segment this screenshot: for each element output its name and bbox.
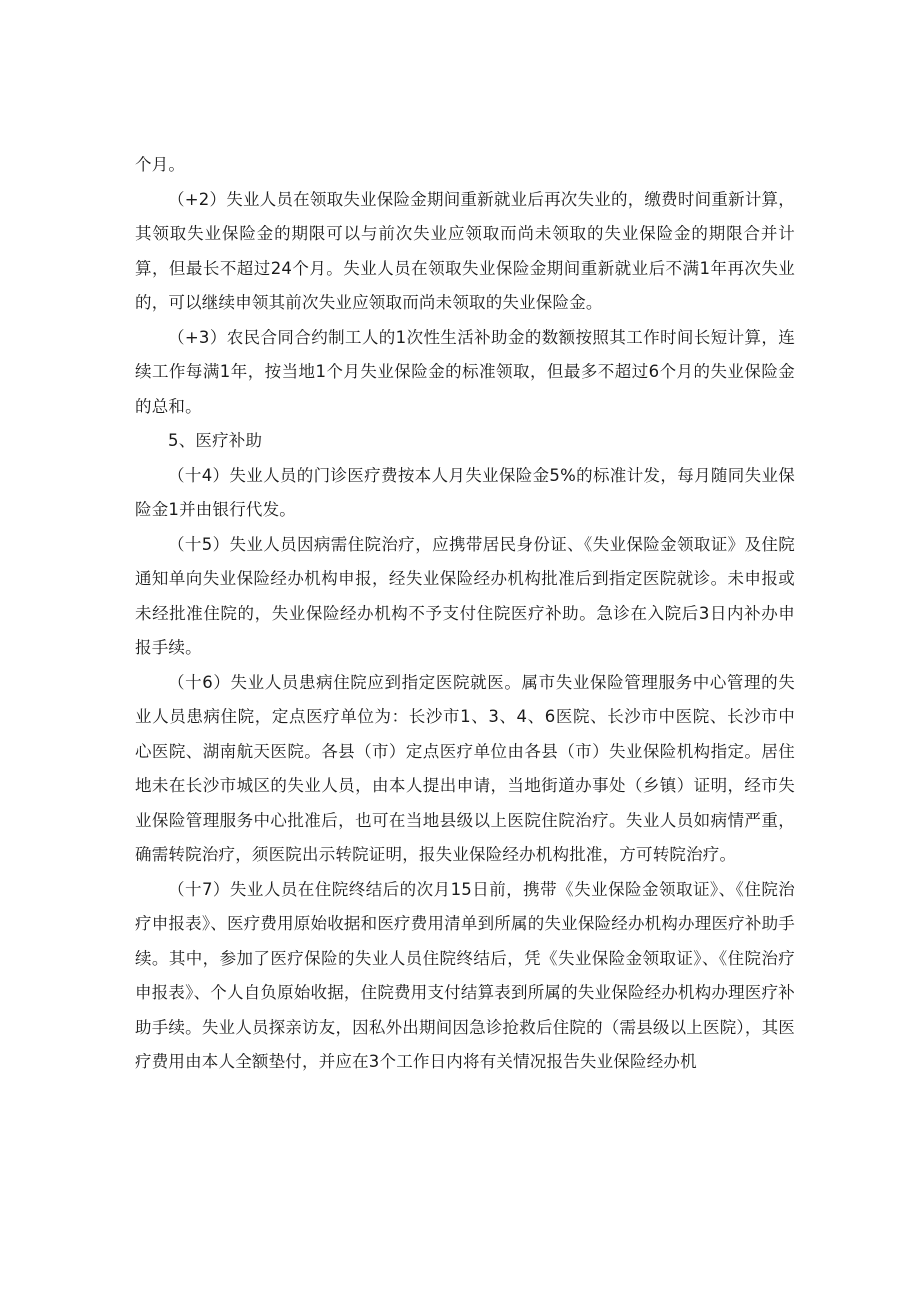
paragraph-item-plus3: （+3）农民合同合约制工人的1次性生活补助金的数额按照其工作时间长短计算，连续工作每满1年，按当地1个月失业保险金的标准领取，但最多不超过6个月的失业保险金的总和。 [135,327,795,416]
paragraph-item-14: （十4）失业人员的门诊医疗费按本人月失业保险金5%的标准计发，每月随同失业保险金1并由银行代发。 [135,465,795,519]
section-heading-medical-subsidy: 5、医疗补助 [168,431,263,450]
paragraph-item-16: （十6）失业人员患病住院应到指定医院就医。属市失业保险管理服务中心管理的失业人员患病住院，定点医疗单位为：长沙市1、3、4、6医院、长沙市中医院、长沙市中心医院、湖南航天医院。各县（市）定点医疗单位由各县（市）失业保险机构指定。居住地未在长沙市城区的失业人员，由本人提出申请，当地街道办事处（乡镇）证明，经市失业保险管理服务中心批准后，也可在当地县级以上医院住院治疗。失业人员如病情严重，确需转院治疗，须医院出示转院证明，报失业保险经办机构批准，方可转院治疗。 [135,672,795,864]
paragraph-continuation: 个月。 [135,155,186,174]
document-body [135,148,795,1080]
paragraph-item-plus2: （+2）失业人员在领取失业保险金期间重新就业后再次失业的，缴费时间重新计算，其领取失业保险金的期限可以与前次失业应领取而尚未领取的失业保险金的期限合并计算，但最长不超过24个月。失业人员在领取失业保险金期间重新就业后不满1年再次失业的，可以继续申领其前次失业应领取而尚未领取的失业保险金。 [135,189,795,312]
paragraph-item-15: （十5）失业人员因病需住院治疗，应携带居民身份证、《失业保险金领取证》及住院通知单向失业保险经办机构申报，经失业保险经办机构批准后到指定医院就诊。未申报或未经批准住院的，失业保险经办机构不予支付住院医疗补助。急诊在入院后3日内补办申报手续。 [135,534,795,657]
paragraph-item-17: （十7）失业人员在住院终结后的次月15日前，携带《失业保险金领取证》、《住院治疗申报表》、医疗费用原始收据和医疗费用清单到所属的失业保险经办机构办理医疗补助手续。其中，参加了医疗保险的失业人员住院终结后，凭《失业保险金领取证》、《住院治疗申报表》、个人自负原始收据，住院费用支付结算表到所属的失业保险经办机构办理医疗补助手续。失业人员探亲访友，因私外出期间因急诊抢救后住院的（需县级以上医院），其医疗费用由本人全额垫付，并应在3个工作日内将有关情况报告失业保险经办机 [135,879,795,1071]
